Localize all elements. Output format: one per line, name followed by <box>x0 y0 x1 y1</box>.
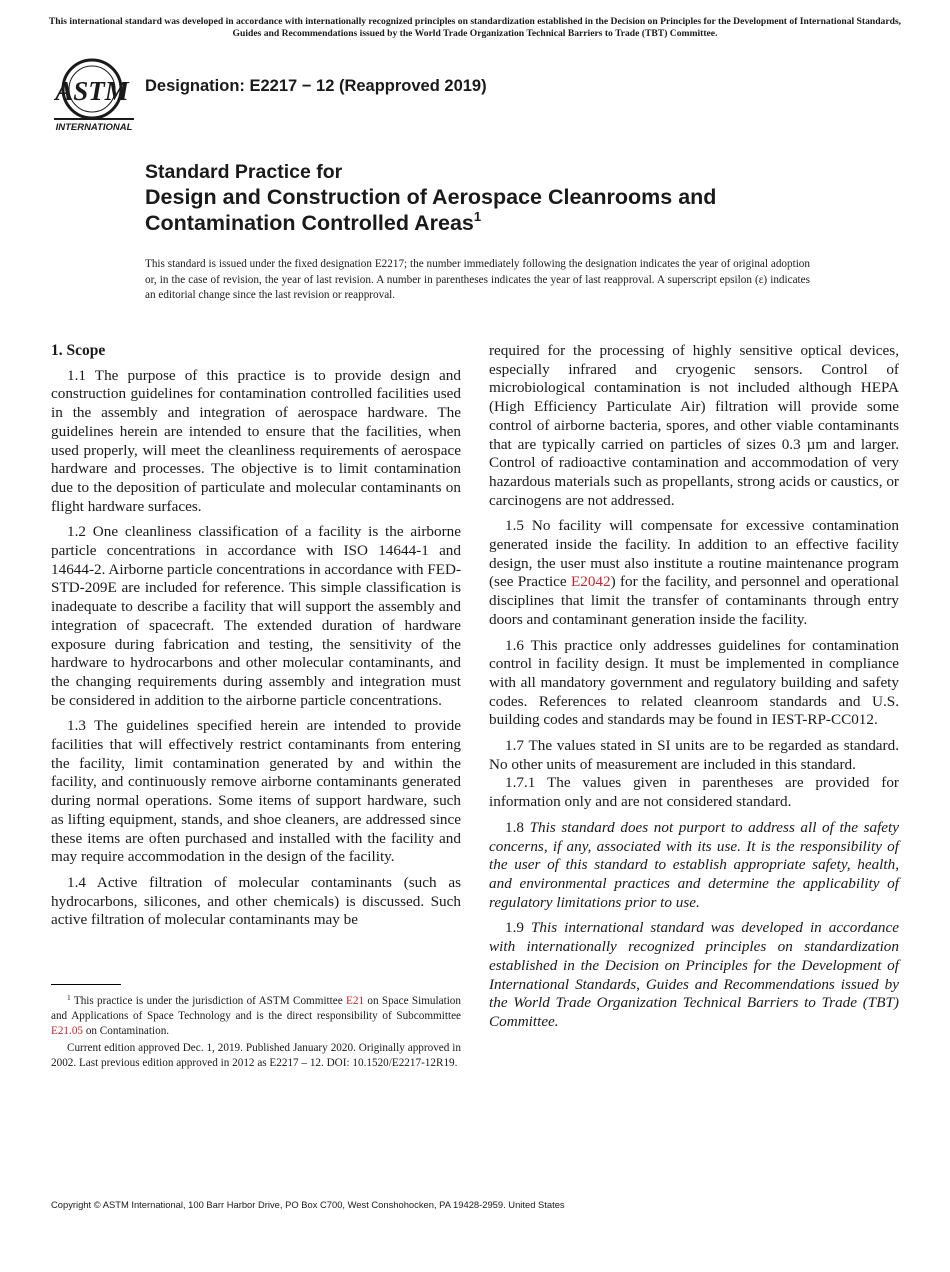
paragraph-1-4: 1.4 Active filtration of molecular contaminants (such as hydrocarbons, silicones, and other chemicals) is discussed. Such active filtration of molecular contaminants may be <box>51 873 461 929</box>
footnote-1-mark: 1 <box>67 993 71 1002</box>
left-column <box>51 342 461 930</box>
footnote-1 <box>51 994 461 1038</box>
issued-note: This standard is issued under the fixed designation E2217; the number immediately following the designation indicates the year of original adoption or, in the case of revision, the year of last revision. A number in parentheses indicates the year of last reapproval. A superscript epsilon (ε) indicates an editorial change since the last revision or reapproval. <box>145 258 810 301</box>
svg-text:INTERNATIONAL: INTERNATIONAL <box>55 122 133 133</box>
paragraph-1-8-number: 1.8 <box>505 818 530 836</box>
footnote-1-text-a: This practice is under the jurisdiction of ASTM Committee <box>70 995 347 1007</box>
footnote-1-text-b: on Space Simulation and Applications of Space Technology and is the direct responsibility of Subcommittee <box>51 995 461 1022</box>
svg-text:ASTM: ASTM <box>55 76 129 106</box>
copyright-footer: Copyright © ASTM International, 100 Barr Harbor Drive, PO Box C700, West Conshohocken, PA 19428-2959. United States <box>51 1199 565 1210</box>
section-heading-scope: 1. Scope <box>51 342 106 359</box>
link-e21[interactable]: E21 <box>346 995 365 1007</box>
standards-notice: This international standard was developed in accordance with internationally recognized principles on standardization established in the Decision on Principles for the Development of International Standards, Guides and Recommendations issued by the World Trade Organization Technical Barriers to Trade (TBT) Committee. <box>48 16 902 39</box>
paragraph-1-8-text: This standard does not purport to address all of the safety concerns, if any, associated with its use. It is the responsibility of the user of this standard to establish appropriate safety, health, and environmental practices and determine the applicability of regulatory limitations prior to use. <box>489 818 900 911</box>
paragraph-1-5-text-b: ) for the facility, and personnel and operational disciplines that limit the transfer of contaminants through entry doors and contaminant generation inside the facility. <box>489 573 900 628</box>
paragraph-1-3: 1.3 The guidelines specified herein are intended to provide facilities that will effectively restrict contaminants from entering the facility, limit contamination generated by and within the facility, and continuously remove airborne contaminants generated during normal operations. Some items of support hardware, such as lifting equipment, stands, and shoe cleaners, are addressed since these items are often purchased and installed with the facility and may require accommodation in the design of the facility. <box>51 717 461 866</box>
paragraph-1-9 <box>489 919 899 1031</box>
footnote-divider <box>51 984 121 985</box>
link-e2042[interactable]: E2042 <box>570 573 611 591</box>
paragraph-1-7-1: 1.7.1 The values given in parentheses are provided for information only and are not considered standard. <box>489 774 899 811</box>
paragraph-1-7: 1.7 The values stated in SI units are to be regarded as standard. No other units of measurement are included in this standard. <box>489 737 899 773</box>
right-column <box>489 342 899 1039</box>
paragraph-1-5 <box>489 517 899 629</box>
paragraph-1-9-number: 1.9 <box>505 919 531 937</box>
astm-logo <box>52 56 136 134</box>
paragraph-1-4-continued: required for the processing of highly sensitive optical devices, especially infrared and cryogenic sensors. Control of microbiological contamination is not included although HEPA (High Efficiency Particulate Air) filtration will provide some control of airborne bacteria, spores, and other viable contaminants that are typically carried on particles of sizes 0.3 µm and larger. Control of radioactive contamination and accommodation of very hazardous materials such as propellants, strong acids or caustics, or carcinogens are not addressed. <box>489 342 899 509</box>
title-line-2: Design and Construction of Aerospace Cleanrooms and <box>145 185 717 209</box>
paragraph-1-5-text-a: 1.5 No facility will compensate for excessive contamination generated inside the facility. In addition to an effective facility design, the user must also institute a routine maintenance program (see Practice <box>489 517 899 591</box>
designation: Designation: E2217 − 12 (Reapproved 2019) <box>145 77 487 95</box>
title-line-1: Standard Practice for <box>145 161 343 183</box>
footnote-1-text-c: on Contamination. <box>83 1024 170 1037</box>
document-title <box>145 160 865 236</box>
paragraph-1-1: 1.1 The purpose of this practice is to provide design and construction guidelines for contamination controlled facilities used in the assembly and integration of aerospace hardware. The guidelines herein are intended to ensure that the facilities, when used properly, will meet the cleanliness requirements of aerospace hardware and processes. The objective is to limit contamination due to the deposition of particulate and molecular contaminants on flight hardware surfaces. <box>51 366 461 515</box>
footnote-2: Current edition approved Dec. 1, 2019. Published January 2020. Originally approved in 2002. Last previous edition approved in 2012 as E2217 – 12. DOI: 10.1520/E2217-12R19. <box>51 1042 461 1070</box>
paragraph-1-8 <box>489 819 899 913</box>
footnotes <box>51 994 461 1074</box>
title-line-3-text: Contamination Controlled Areas <box>145 211 474 235</box>
paragraph-1-9-text: This international standard was developed in accordance with internationally recognized principles on standardization established in the Decision on Principles for the Development of International Standards, Guides and Recommendations issued by the World Trade Organization Technical Barriers to Trade (TBT) Committee. <box>489 919 900 1030</box>
title-line-3 <box>145 210 865 236</box>
paragraph-1-6: 1.6 This practice only addresses guidelines for contamination control in facility design. It must be implemented in compliance with all mandatory government and regulatory building and safety codes. References to related cleanroom standards and U.S. building codes and standards may be found in IEST-RP-CC012. <box>489 636 899 729</box>
title-footnote-mark: 1 <box>473 209 482 224</box>
link-e21-05[interactable]: E21.05 <box>51 1024 84 1037</box>
paragraph-1-2: 1.2 One cleanliness classification of a facility is the airborne particle concentrations in accordance with ISO 14644-1 and 14644-2. Airborne particle concentrations in accordance with FED-STD-209E are included for reference. This simple classification is inadequate to describe a facility that will support the assembly and integration of spacecraft. The extended duration of hardware exposure during fabrication and testing, the sensitivity of the hardware to hydrocarbons and other molecular contaminants, and the changing requirements during assembly and integration must be considered in addition to the airborne particle concentrations. <box>51 523 461 709</box>
